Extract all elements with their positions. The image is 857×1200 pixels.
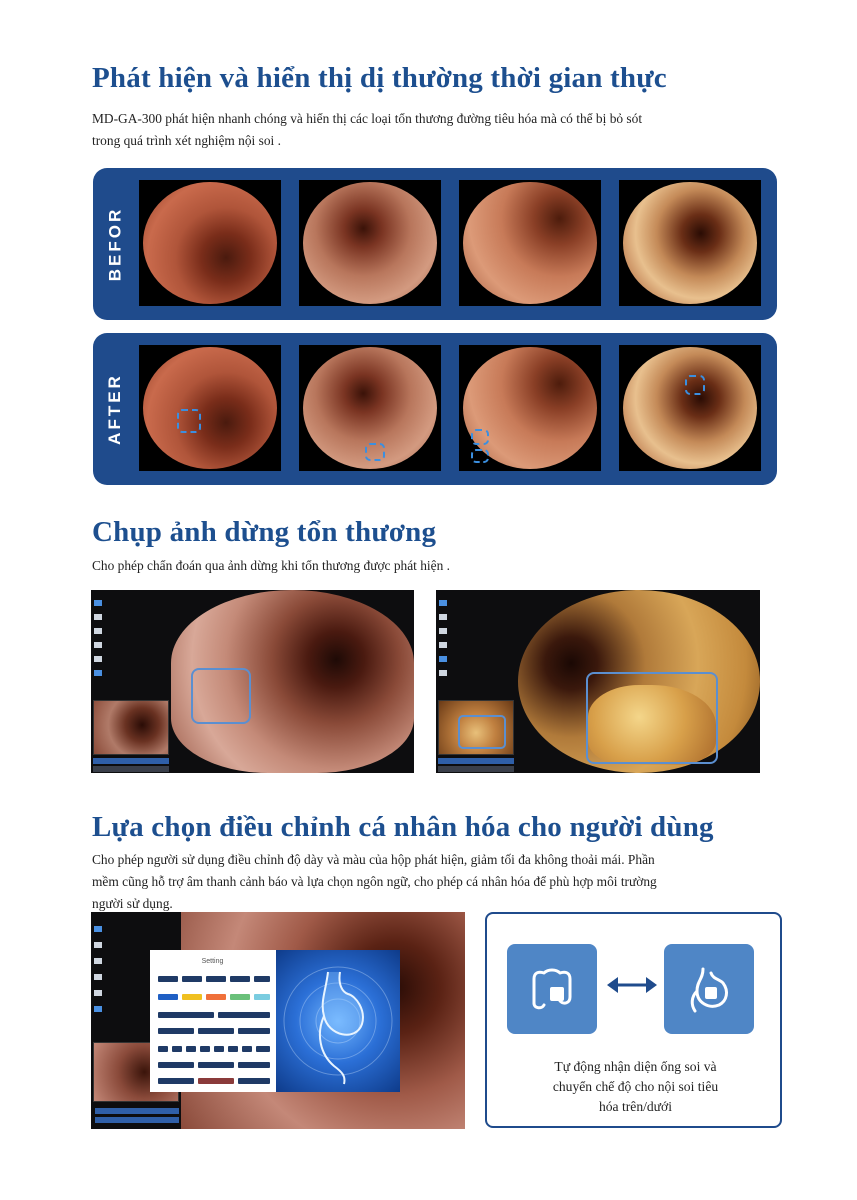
- capture-button[interactable]: [95, 1108, 179, 1114]
- default-button[interactable]: [158, 1078, 194, 1084]
- volume-option[interactable]: [242, 1046, 252, 1052]
- section3-description: Cho phép người sử dụng điều chỉnh độ dày và màu của hộp phát hiện, giảm tối đa không thoải mái. Phần mềm cũng hỗ trợ âm thanh cảnh báo và lựa chọn ngôn ngữ, cho phép cá nhân hóa để phù hợp môi trường người sử dụng.: [92, 852, 657, 911]
- double-arrow-icon: [607, 974, 657, 996]
- detection-marker: [471, 449, 489, 463]
- detection-marker: [365, 443, 385, 461]
- detection-box: [586, 672, 718, 764]
- before-label: BEFOR: [105, 206, 124, 282]
- colon-icon: [507, 944, 597, 1034]
- endoscopy-image: [299, 180, 441, 306]
- sound-option[interactable]: [218, 1012, 270, 1018]
- sound-option[interactable]: [158, 1012, 214, 1018]
- language-option[interactable]: [198, 1028, 234, 1034]
- save-button[interactable]: [238, 1078, 270, 1084]
- endoscopy-image: [619, 180, 761, 306]
- volume-option[interactable]: [172, 1046, 182, 1052]
- section2-title: Chụp ảnh dừng tổn thương: [92, 516, 437, 548]
- thickness-option[interactable]: [254, 976, 270, 982]
- thumbnail: [93, 700, 169, 755]
- endoscopy-image: [299, 345, 441, 471]
- mode-option[interactable]: [198, 1062, 234, 1068]
- color-option[interactable]: [158, 994, 178, 1000]
- review-button[interactable]: [438, 766, 514, 772]
- mode-option[interactable]: [238, 1062, 270, 1068]
- before-band: [93, 168, 777, 320]
- stomach-hologram: [276, 950, 400, 1092]
- language-option[interactable]: [238, 1028, 270, 1034]
- capture-button[interactable]: [93, 758, 169, 764]
- detection-marker: [177, 409, 201, 433]
- volume-option[interactable]: [200, 1046, 210, 1052]
- volume-option[interactable]: [214, 1046, 224, 1052]
- thickness-option[interactable]: [182, 976, 202, 982]
- detection-marker: [471, 429, 489, 445]
- mode-option[interactable]: [158, 1062, 194, 1068]
- review-button[interactable]: [95, 1117, 179, 1123]
- endoscopy-image: [459, 345, 601, 471]
- after-label: AFTER: [105, 373, 125, 445]
- volume-option[interactable]: [228, 1046, 238, 1052]
- capture-screenshot: [91, 590, 414, 773]
- endoscopy-image: [619, 345, 761, 471]
- color-option[interactable]: [206, 994, 226, 1000]
- section2-description: Cho phép chẩn đoán qua ảnh dừng khi tổn thương được phát hiện .: [92, 558, 450, 573]
- endoscopy-image: [139, 180, 281, 306]
- settings-dialog: [150, 950, 400, 1092]
- review-button[interactable]: [93, 766, 169, 772]
- capture-button[interactable]: [438, 758, 514, 764]
- cancel-button[interactable]: [198, 1078, 234, 1084]
- endoscopy-image: [139, 345, 281, 471]
- thickness-option[interactable]: [158, 976, 178, 982]
- section1-description: MD-GA-300 phát hiện nhanh chóng và hiển thị các loại tổn thương đường tiêu hóa mà có thể bị bỏ sót trong quá trình xét nghiệm nội soi .: [92, 111, 643, 148]
- after-band: [93, 333, 777, 485]
- detection-marker: [685, 375, 705, 395]
- section3-title: Lựa chọn điều chỉnh cá nhân hóa cho người dùng: [92, 811, 714, 843]
- settings-title: Setting: [201, 958, 224, 965]
- thickness-option[interactable]: [206, 976, 226, 982]
- volume-option[interactable]: [256, 1046, 270, 1052]
- endoscopy-image: [459, 180, 601, 306]
- detection-box: [191, 668, 251, 724]
- scope-mode-caption: Tự động nhận diện ống soi và chuyển chế độ cho nội soi tiêu hóa trên/dưới: [552, 1059, 719, 1114]
- thickness-option[interactable]: [230, 976, 250, 982]
- thumbnail-detection-box: [458, 715, 506, 749]
- capture-screenshot: [436, 590, 760, 773]
- volume-option[interactable]: [186, 1046, 196, 1052]
- volume-option[interactable]: [158, 1046, 168, 1052]
- color-option[interactable]: [230, 994, 250, 1000]
- language-option[interactable]: [158, 1028, 194, 1034]
- stomach-icon: [664, 944, 754, 1034]
- scope-mode-panel: [485, 912, 782, 1128]
- color-option[interactable]: [182, 994, 202, 1000]
- section1-title: Phát hiện và hiển thị dị thường thời gian thực: [92, 62, 667, 94]
- color-option[interactable]: [254, 994, 270, 1000]
